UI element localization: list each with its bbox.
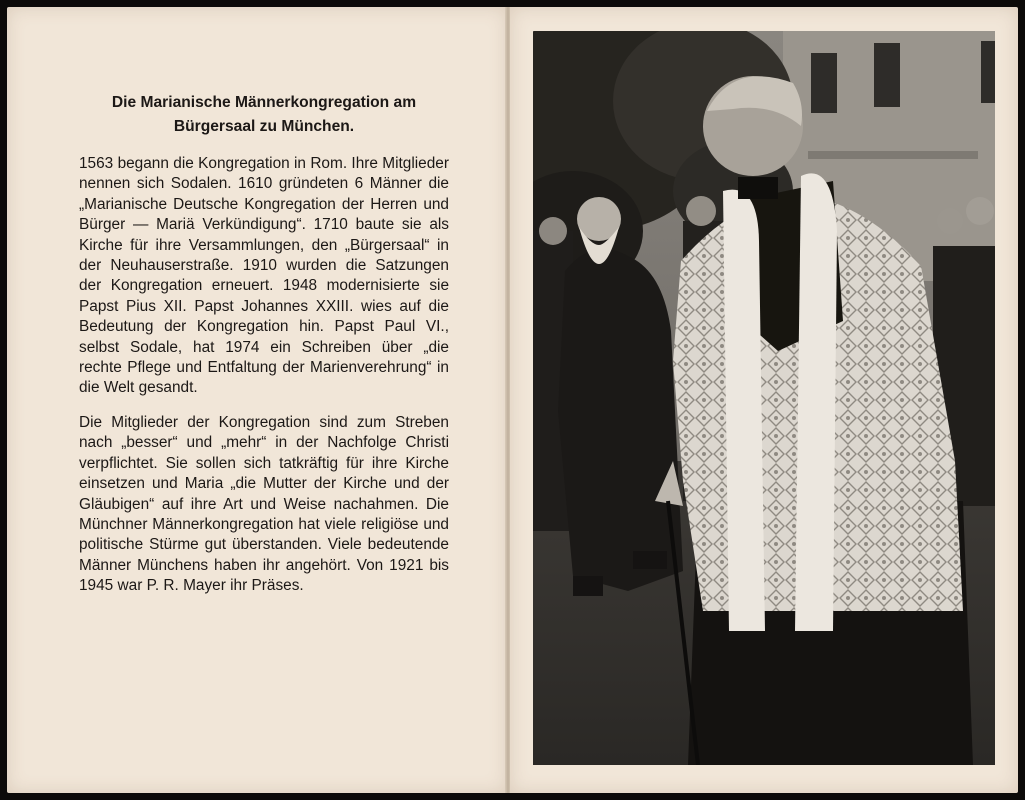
photo-illustration bbox=[533, 31, 995, 765]
title-line-1: Die Marianische Männerkongregation am bbox=[111, 94, 417, 111]
procession-photo bbox=[533, 31, 995, 765]
title-line-2: Bürgersaal zu München. bbox=[173, 118, 355, 135]
card-title bbox=[79, 91, 449, 139]
history-paragraph: 1563 begann die Kongregation in Rom. Ihre Mitglieder nennen sich Sodalen. 1610 gründeten 6 Männer die „Marianische Deutsche Kongregation der Herren und Bürger — Mariä Verkündigung“. 1710 baute sie als Kirche für ihre Versammlungen, den „Bürgersaal“ in der Neuhauserstraße. 1910 wurden die Satzungen der Kongregation erneuert. 1948 modernisierte sie Papst Pius XII. Papst Johannes XXIII. wies auf die Bedeutung der Kongregation hin. Papst Paul VI., selbst Sodale, hat 1974 ein Schreiben über „die rechte Pflege und Entfaltung der Marienverehrung“ in die Welt gesandt. bbox=[79, 155, 449, 397]
members-paragraph: Die Mitglieder der Kongregation sind zum Streben nach „besser“ und „mehr“ in der Nachfolge Christi verpflichtet. Sie sollen sich tatkräftig für ihre Kirche einsetzen und Maria „die Mutter der Kirche und der Gläubigen“ auf ihre Art und Weise nachahmen. Die Münchner Männerkongregation hat viele religiöse und politische Stürme gut überstanden. Viele bedeutende Männer Münchens haben ihr angehört. Von 1921 bis 1945 war P. R. Mayer ihr Präses. bbox=[79, 413, 449, 595]
text-column bbox=[79, 91, 449, 611]
left-card-page bbox=[7, 7, 507, 793]
